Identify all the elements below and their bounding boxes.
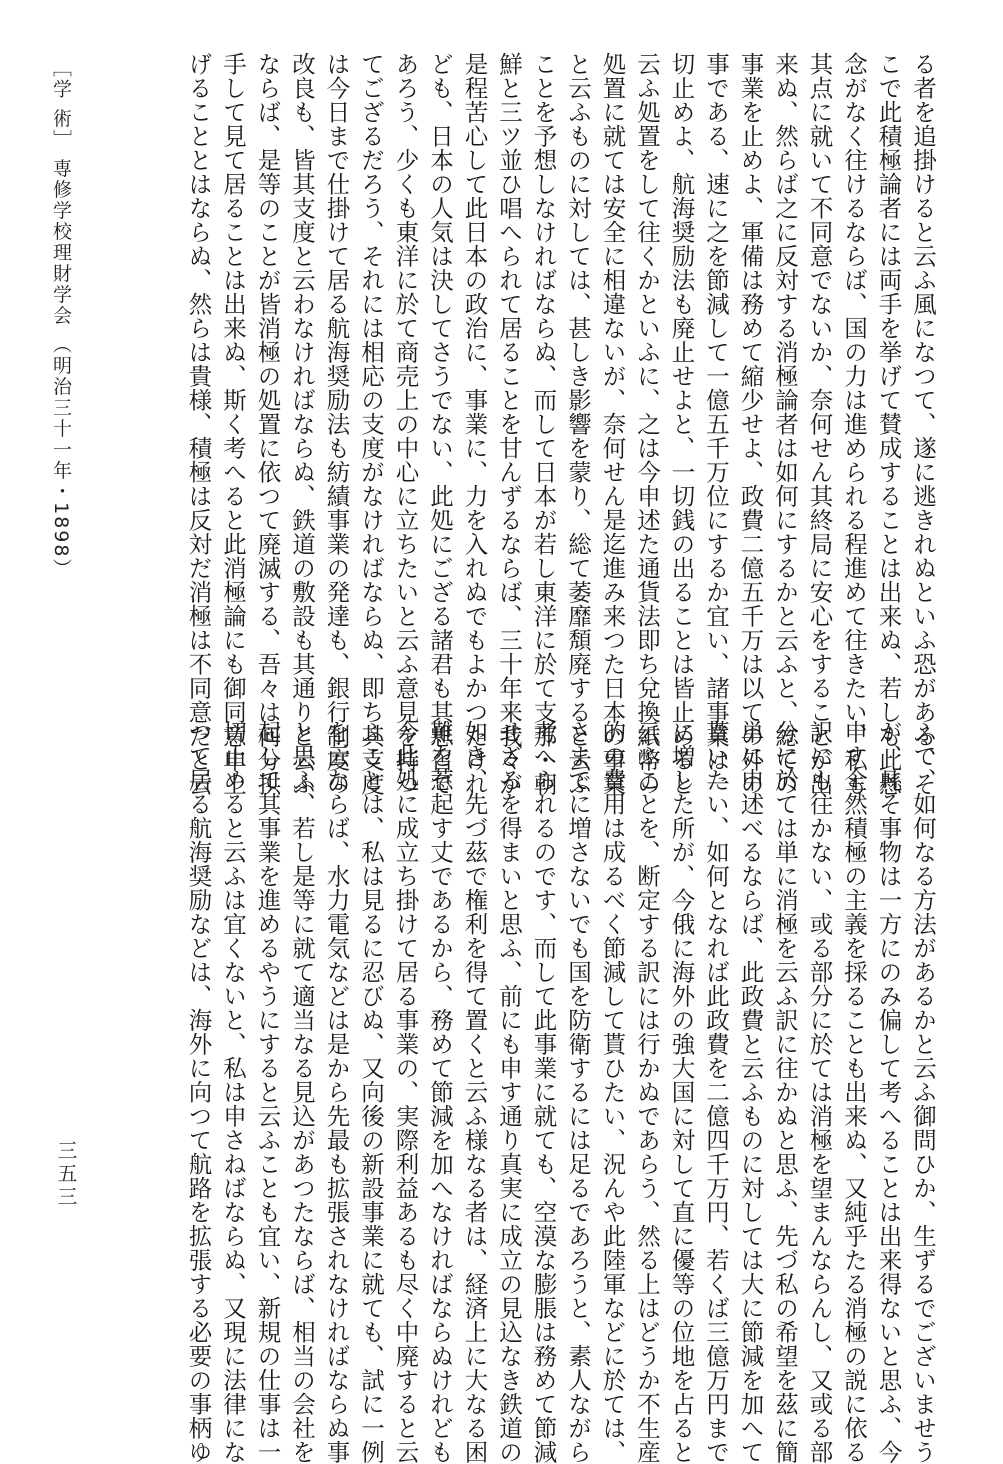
text-column: に増した所が、今俄に海外の強大国に対して直に優等の位地を占ると [667, 720, 696, 1464]
text-column: 分に於ては単に消極を云ふ訳に往かぬと思ふ、先づ私の希望を茲に簡 [771, 720, 799, 1464]
text-column: 貰いたい、如何となれば此政費を二億四千万円、若くば三億万円まで [702, 720, 730, 1464]
text-column: ども、日本の人気は決してさうでない、此処にござる諸君も其思召で [426, 52, 454, 796]
text-block-upper [181, 52, 940, 796]
text-column: 云ふことを、断定する訳には行かぬであらう、然る上はどうか不生産 [633, 720, 661, 1464]
text-column: 今此処に成立ち掛けて居る事業の、実際利益あるも尽く中廃すると云 [391, 720, 420, 1464]
text-column: 事である、速に之を節減して一億五千万位にするか宜い、諸事業は一 [702, 52, 730, 796]
text-column: 事業を止めよ、軍備は務めて縮少せよ、政費二億五千万は以ての外の [736, 52, 765, 796]
text-column: ことを予想しなければならぬ、而して日本が若し東洋に於て支那・朝 [529, 52, 558, 796]
text-column: と云ふものに対しては、甚しき影響を蒙り、総て萎靡頽廃すると云ふ [564, 52, 592, 796]
text-column: せざるを得まいと思ふ、前にも申す通り真実に成立の見込なき鉄道の [495, 720, 523, 1464]
text-column: る者を追掛けると云ふ風になつて、遂に逃きれぬといふ恐がある、そ [909, 52, 937, 796]
text-column: と思ふ、若し是等に就て適当なる見込があつたならば、相当の会社を [288, 720, 316, 1464]
text-column: 云ふ処置をして往くかといふに、之は今申述た通貨法即ち兌換紙幣の [633, 52, 661, 796]
text-column: 手して見て居ることは出来ぬ、斯く考へると此消極論にも御同意申上 [219, 52, 247, 796]
text-column: は今日まで仕掛けて居る航海奨励法も紡績事業の発達も、銀行制度の [322, 52, 351, 796]
text-column: 単に申述べるならば、此政費と云ふものに対しては大に節減を加へて [736, 720, 765, 1464]
text-column: ふて、如何なる方法があるかと云ふ御問ひか、生ずるでございませう [909, 720, 937, 1464]
text-column: 鮮と三ツ並ひ唱へられて居ることを甘んずるならば、三十年来我々が [495, 52, 523, 796]
text-column: 処置に就ては安全に相違ないが、奈何せん是迄進み来つた日本の事業 [598, 52, 627, 796]
text-column: 是程苦心して此日本の政治に、事業に、力を入れぬでもよかつたけれ [460, 52, 489, 796]
text-column: 申す全然積極の主義を採ることも出来ぬ、又純乎たる消極の説に依る [840, 720, 868, 1464]
text-column: 起して其事業を進めるやうにすると云ふことも宜い、新規の仕事は一 [253, 720, 282, 1464]
text-column: 来ぬ、然らば之に反対する消極論者は如何にするかと云ふと、総ての [771, 52, 799, 796]
text-column: あろう、少くも東洋に於て商売上の中心に立ちたいと云ふ意見を持つ [391, 52, 420, 796]
text-column: げることとはならぬ、然らは貴様、積極は反対だ消極は不同意だと云 [184, 52, 213, 796]
text-column: 改良も、皆其支度と云わなければならぬ、鉄道の敷設も其通りと云ふ [288, 52, 316, 796]
text-column: 切止めると云ふは宜くないと、私は申さねばならぬ、又現に法律にな [219, 720, 247, 1464]
text-column: 如き、先づ茲で権利を得て置くと云ふ様なる者は、経済上に大なる困 [460, 720, 489, 1464]
text-column: ふことは、私は見るに忍びぬ、又向後の新設事業に就ても、試に一例 [357, 720, 385, 1464]
text-block-lower [181, 720, 940, 1464]
text-column: 難を惹起す丈であるから、務めて節減を加へなければならぬけれども [426, 720, 454, 1464]
running-header: ［学 術］ 専修学校理財学会 （明治三十一年・1898） [50, 58, 72, 580]
text-column: 其点に就いて不同意でないか、奈何せん其終局に安心をすることが出 [805, 52, 834, 796]
text-column: を云ならば、水力電気などは是から先最も拡張されなければならぬ事 [322, 720, 351, 1464]
text-column: ならば、是等のことが皆消極の処置に依つて廃滅する、吾々は何分拱 [253, 52, 282, 796]
text-column: が、凡そ事物は一方にのみ偏して考へることは出来得ないと思ふ、今 [874, 720, 903, 1464]
text-column: てござるだろう、それには相応の支度がなければならぬ、即ち其支度 [357, 52, 385, 796]
text-column: さまでに増さないでも国を防衛するには足るであろうと、素人ながら [564, 720, 592, 1464]
text-column: こで此積極論者には両手を挙げて賛成することは出来ぬ、若しも此懸 [874, 52, 903, 796]
page-number: 三五三 [54, 1140, 78, 1209]
text-column: 切止めよ、航海奨励法も廃止せよと、一切銭の出ることは皆止めると [667, 52, 696, 796]
text-column: 念がなく往けるならば、国の力は進められる程進めて往きたい、私も [840, 52, 868, 796]
text-column: 的の費用は成るべく節減して貰ひたい、況んや此陸軍などに於ては、 [598, 720, 627, 1464]
text-column: 考へられるのです、而して此事業に就ても、空漠な膨脹は務めて節減 [529, 720, 558, 1464]
text-column: つて居る航海奨励などは、海外に向つて航路を拡張する必要の事柄ゆ [184, 720, 213, 1464]
text-column: 訳にも往かない、或る部分に於ては消極を望まんならんし、又或る部 [805, 720, 834, 1464]
